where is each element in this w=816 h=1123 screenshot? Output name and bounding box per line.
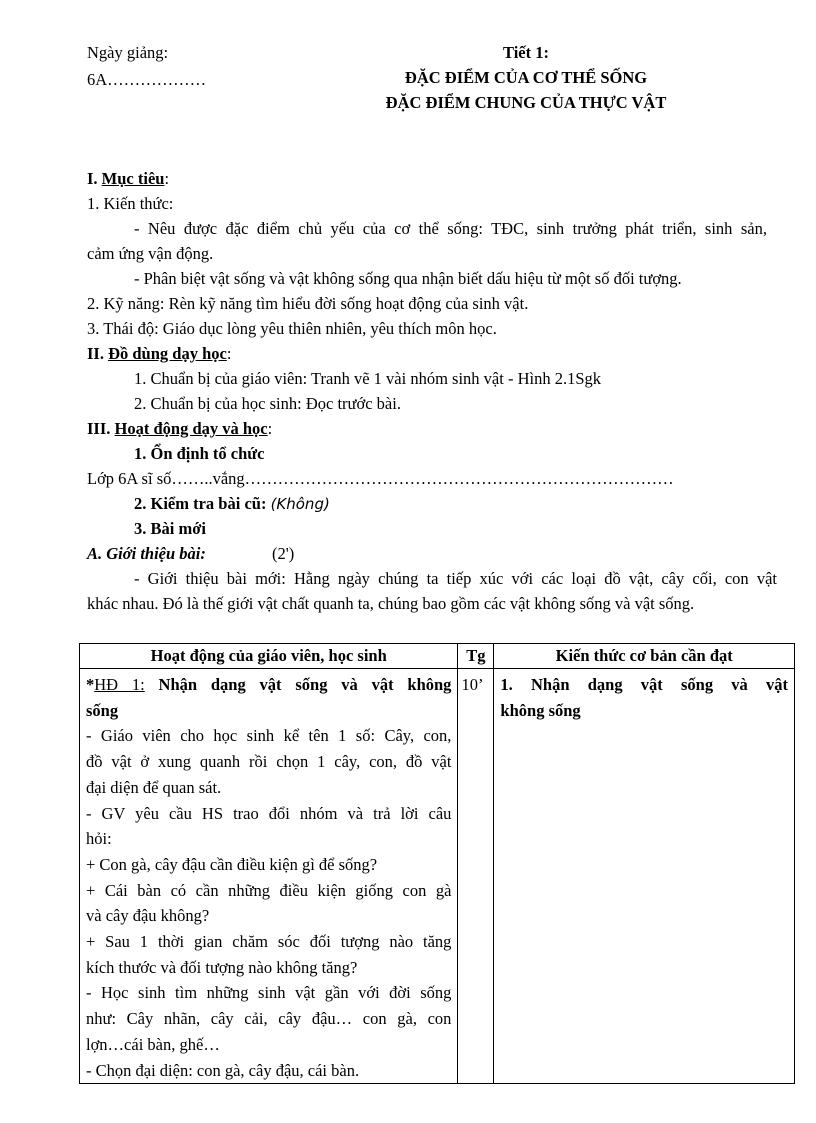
list-item: đồ vật ở xung quanh rồi chọn 1 cây, con, đồ vật [86,752,452,772]
check-label: 2. Kiểm tra bài cũ: [134,494,267,513]
section-number: III. [87,419,111,438]
stabilize-heading: 1. Ổn định tổ chức [134,444,265,463]
list-item: + Sau 1 thời gian chăm sóc đối tượng nào tăng [86,932,452,952]
list-item: - Chọn đại diện: con gà, cây đậu, cái bàn. [86,1060,360,1080]
knowledge-item-1-line-2: cảm ứng vận động. [87,244,214,263]
intro-text-line-2: khác nhau. Đó là thế giới vật chất quanh ta, chúng bao gồm các vật không sống và vật sống. [87,594,695,613]
lesson-number: Tiết 1: [503,43,549,62]
section-number: I. [87,169,98,188]
section-title: Hoạt động dạy và học [114,419,268,438]
list-item: kích thước và đối tượng nào không tăng? [86,957,358,977]
section-objectives-heading: I. Mục tiêu: [87,169,170,188]
list-item: đại diện để quan sát. [86,777,222,797]
new-lesson-heading: 3. Bài mới [134,519,206,538]
list-item: - Giáo viên cho học sinh kể tên 1 số: Cây, con, [86,726,452,746]
lesson-activity-table [79,643,795,1084]
knowledge-heading-cont: không sống [500,700,581,720]
intro-text-line-1: - Giới thiệu bài mới: Hằng ngày chúng ta tiếp xúc với các loại đồ vật, cây cối, con vật [134,569,777,588]
list-item: hỏi: [86,829,112,849]
section-title: Đồ dùng dạy học [108,344,227,363]
date-label: Ngày giảng: [87,43,169,62]
knowledge-label: 1. Kiến thức: [87,194,174,213]
check-value: (Không) [270,495,330,513]
list-item: - GV yêu cầu HS trao đổi nhóm và trả lời câu [86,803,452,823]
section-number: II. [87,344,104,363]
lesson-title-2: ĐẶC ĐIỂM CHUNG CỦA THỰC VẬT [385,93,667,112]
intro-time: (2') [272,544,295,563]
time-cell: 10’ [458,669,494,1084]
list-item: + Con gà, cây đậu cần điều kiện gì để sống? [86,854,378,874]
section-activities-heading: III. Hoạt động dạy và học: [87,419,273,438]
attitude-objective: 3. Thái độ: Giáo dục lòng yêu thiên nhiên, yêu thích môn học. [87,319,497,338]
list-item: lợn…cái bàn, ghế… [86,1034,220,1054]
knowledge-cell [494,669,795,1084]
header-knowledge: Kiến thức cơ bản cần đạt [494,644,795,669]
section-materials-heading: II. Đồ dùng dạy học: [87,344,232,363]
intro-heading [87,544,206,564]
header-activities: Hoạt động của giáo viên, học sinh [80,644,458,669]
student-preparation: 2. Chuẩn bị của học sinh: Đọc trước bài. [134,394,401,413]
list-item: và cây đậu không? [86,906,210,926]
old-lesson-check [134,494,330,514]
attendance-line: Lớp 6A sĩ số……..vắng…………………………………………………………………… [87,469,674,488]
table-row [80,669,795,1084]
list-item: + Cái bàn có cần những điều kiện giống con gà [86,880,452,900]
list-item: - Học sinh tìm những sinh vật gần với đời sống [86,983,452,1003]
knowledge-heading: 1. Nhận dạng vật sống và vật [500,675,788,694]
knowledge-item-2: - Phân biệt vật sống và vật không sống qua nhận biết dấu hiệu từ một số đối tượng. [134,269,682,288]
header-time: Tg [458,644,494,669]
intro-label: A. Giới thiệu bài: [87,544,206,563]
class-line: 6A……………… [87,70,207,89]
lesson-title-1: ĐẶC ĐIỂM CỦA CƠ THỂ SỐNG [404,68,648,87]
knowledge-item-1-line-1: - Nêu được đặc điểm chủ yếu của cơ thể sống: TĐC, sinh trưởng phát triển, sinh sản, [134,219,767,238]
activity-steps [86,723,451,1083]
section-title: Mục tiêu [101,169,165,188]
list-item: như: Cây nhãn, cây cải, cây đậu… con gà, con [86,1009,452,1029]
activities-cell [80,669,458,1084]
teacher-preparation: 1. Chuẩn bị của giáo viên: Tranh vẽ 1 vài nhóm sinh vật - Hình 2.1Sgk [134,369,602,388]
activity-title: *HĐ 1: Nhận dạng vật sống và vật không sống [86,675,452,720]
table-header-row [80,644,795,669]
skill-objective: 2. Kỹ năng: Rèn kỹ năng tìm hiểu đời sống hoạt động của sinh vật. [87,294,529,313]
